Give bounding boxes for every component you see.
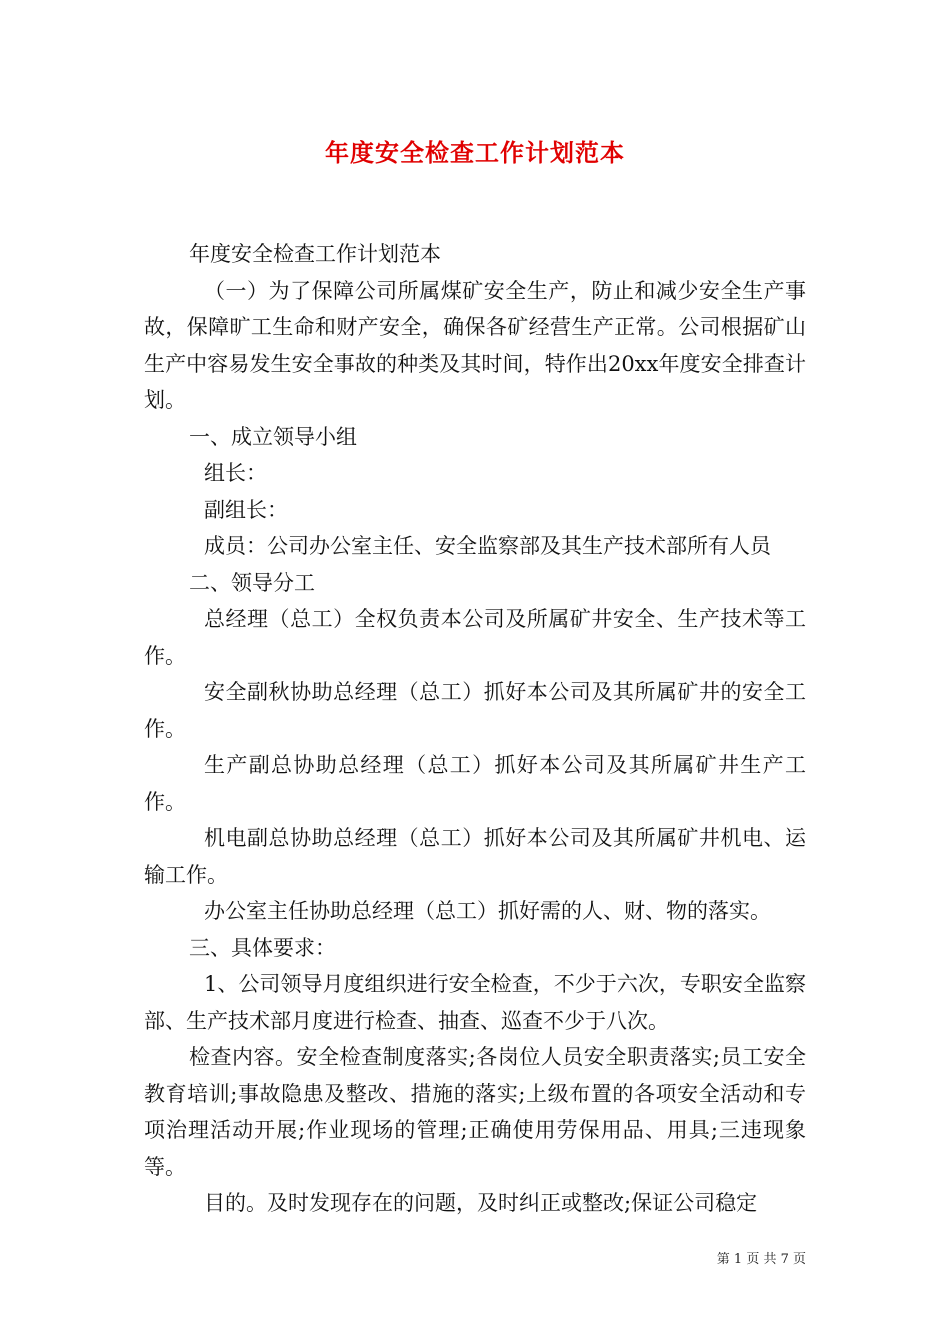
paragraph-purpose: 目的。及时发现存在的问题，及时纠正或整改;保证公司稳定 xyxy=(204,1191,758,1215)
paragraph-office-director: 办公室主任协助总经理（总工）抓好需的人、财、物的落实。 xyxy=(204,899,771,923)
paragraph-production-deputy: 生产副总协助总经理（总工）抓好本公司及其所属矿井生产工作。 xyxy=(144,753,806,814)
paragraph-safety-deputy: 安全副秋协助总经理（总工）抓好本公司及其所属矿井的安全工作。 xyxy=(144,680,806,741)
page-number-footer: 第 1 页 共 7 页 xyxy=(716,1252,806,1267)
paragraph-deputy-leader: 副组长： xyxy=(204,497,288,522)
paragraph-group-leader: 组长： xyxy=(204,461,267,485)
paragraph-mechanical-deputy: 机电副总协助总经理（总工）抓好本公司及其所属矿井机电、运输工作。 xyxy=(144,826,806,887)
paragraph-intro: （一）为了保障公司所属煤矿安全生产，防止和减少安全生产事故，保障旷工生命和财产安全，确保各矿经营生产正常。公司根据矿山生产中容易发生安全事故的种类及其时间，特作出20xx年度安全排查计划。 xyxy=(144,278,806,412)
paragraph-inspection-content: 检查内容。安全检查制度落实;各岗位人员安全职责落实;员工安全教育培训;事故隐患及整改、措施的落实;上级布置的各项安全活动和专项治理活动开展;作业现场的管理;正确使用劳保用品、用具;三违现象等。 xyxy=(144,1045,806,1179)
document-title: 年度安全检查工作计划范本 xyxy=(325,139,625,167)
paragraph-subtitle: 年度安全检查工作计划范本 xyxy=(189,242,441,266)
section-heading-leadership-group: 一、成立领导小组 xyxy=(189,424,357,449)
section-heading-division-of-labor: 二、领导分工 xyxy=(189,570,315,595)
paragraph-requirement-1: 1、公司领导月度组织进行安全检查，不少于六次，专职安全监察部、生产技术部月度进行检查、抽查、巡查不少于八次。 xyxy=(144,972,806,1033)
paragraph-general-manager: 总经理（总工）全权负责本公司及所属矿井安全、生产技术等工作。 xyxy=(144,607,806,668)
paragraph-members: 成员：公司办公室主任、安全监察部及其生产技术部所有人员 xyxy=(204,534,771,558)
document-body xyxy=(144,236,806,1222)
section-heading-requirements: 三、具体要求： xyxy=(189,935,336,960)
